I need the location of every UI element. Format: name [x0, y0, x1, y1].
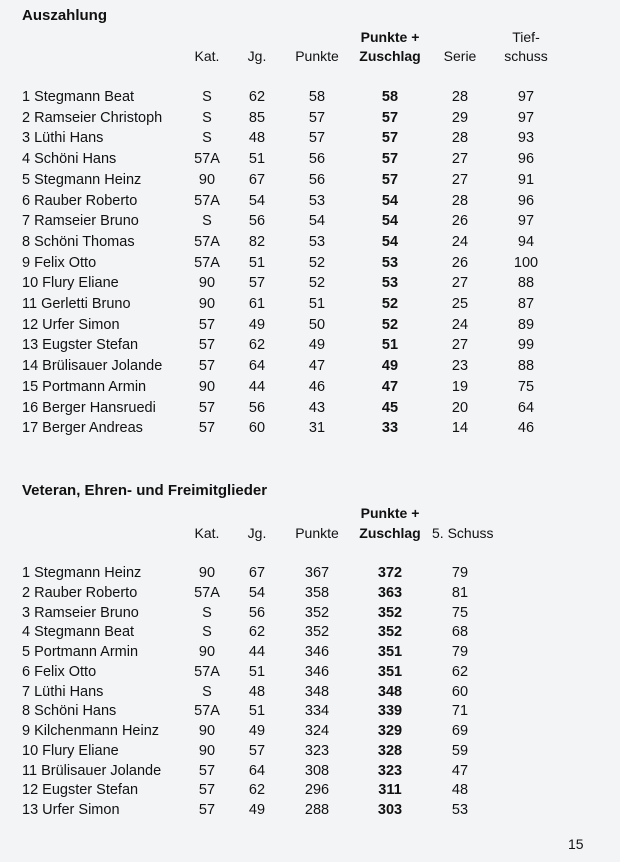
header-punkte-vet: Punkte	[295, 525, 339, 541]
cell-zuschlag: 311	[378, 782, 402, 799]
cell-tiefschuss: 89	[517, 316, 535, 333]
header-fuenfter-schuss: 5. Schuss	[432, 525, 494, 541]
table-row	[0, 356, 620, 376]
cell-jg: 51	[248, 151, 266, 168]
cell-jg: 51	[248, 663, 266, 680]
table-row	[0, 622, 620, 642]
cell-jg: 56	[248, 213, 266, 230]
cell-serie: 27	[451, 337, 469, 354]
header-punkte: Punkte	[295, 48, 339, 64]
cell-kat: 57	[198, 358, 216, 375]
table-row	[0, 662, 620, 682]
cell-zuschlag: 348	[377, 683, 403, 700]
cell-kat: 90	[198, 742, 216, 759]
cell-kat: 57	[198, 802, 216, 818]
cell-name: 9 Kilchenmann Heinz	[22, 723, 160, 739]
cell-punkte: 352	[304, 624, 330, 641]
cell-name: 16 Berger Hansruedi	[22, 399, 156, 416]
cell-kat: 90	[198, 723, 216, 739]
table-row	[0, 170, 620, 190]
cell-name: 17 Berger Andreas	[22, 420, 143, 437]
cell-tiefschuss: 99	[517, 337, 535, 354]
cell-name: 8 Schöni Hans	[22, 703, 117, 720]
cell-zuschlag: 352	[377, 624, 403, 641]
cell-punkte: 346	[304, 644, 330, 660]
cell-kat: 90	[198, 296, 216, 312]
cell-name: 14 Brülisauer Jolande	[22, 358, 163, 375]
cell-jg: 62	[248, 89, 266, 105]
cell-name: 15 Portmann Armin	[22, 378, 147, 395]
cell-fuenfter-schuss: 60	[451, 683, 469, 700]
cell-kat: S	[202, 683, 212, 700]
cell-serie: 26	[451, 213, 469, 230]
cell-punkte: 288	[304, 802, 330, 818]
cell-punkte: 46	[308, 378, 326, 395]
cell-tiefschuss: 46	[517, 420, 535, 437]
cell-zuschlag: 303	[377, 802, 403, 818]
cell-zuschlag: 54	[381, 192, 399, 209]
cell-punkte: 324	[304, 723, 330, 739]
cell-punkte: 352	[304, 604, 330, 621]
cell-jg: 64	[248, 358, 266, 375]
cell-zuschlag: 49	[381, 358, 399, 375]
cell-kat: 57	[198, 762, 216, 779]
header-kat: Kat.	[194, 48, 220, 64]
cell-jg: 60	[248, 420, 266, 437]
header-tief-line1: Tief-	[512, 29, 540, 45]
section-title-auszahlung: Auszahlung	[22, 7, 107, 24]
cell-kat: S	[202, 130, 212, 147]
cell-name: 1 Stegmann Beat	[22, 89, 135, 105]
table-row	[0, 642, 620, 662]
cell-zuschlag: 53	[381, 254, 399, 271]
cell-jg: 62	[248, 337, 266, 354]
cell-punkte: 358	[304, 584, 330, 601]
cell-serie: 28	[451, 192, 469, 209]
cell-jg: 48	[248, 683, 266, 700]
cell-zuschlag: 57	[381, 130, 399, 147]
cell-punkte: 52	[308, 275, 326, 292]
cell-jg: 64	[248, 762, 266, 779]
header-jg-vet: Jg.	[247, 525, 267, 541]
cell-kat: S	[202, 109, 212, 126]
table-row	[0, 761, 620, 781]
cell-zuschlag: 58	[381, 89, 399, 105]
cell-kat: S	[202, 624, 212, 641]
table-row	[0, 418, 620, 438]
cell-name: 7 Ramseier Bruno	[22, 213, 139, 230]
cell-kat: 57	[198, 782, 216, 799]
cell-tiefschuss: 88	[517, 275, 535, 292]
cell-kat: 57A	[194, 254, 220, 271]
cell-fuenfter-schuss: 79	[451, 565, 469, 581]
cell-punkte: 31	[308, 420, 326, 437]
cell-fuenfter-schuss: 68	[451, 624, 469, 641]
cell-serie: 28	[451, 130, 469, 147]
cell-punkte: 57	[308, 109, 326, 126]
cell-tiefschuss: 96	[517, 192, 535, 209]
cell-kat: S	[202, 604, 212, 621]
cell-punkte: 308	[304, 762, 330, 779]
header-zuschlag-line1-vet: Punkte +	[360, 505, 420, 521]
header-zuschlag-line1: Punkte +	[360, 29, 420, 45]
cell-serie: 27	[451, 275, 469, 292]
cell-fuenfter-schuss: 75	[451, 604, 469, 621]
header-zuschlag-line2: Zuschlag	[359, 48, 421, 64]
table-row	[0, 253, 620, 273]
cell-kat: 57A	[194, 233, 220, 250]
cell-kat: 57A	[194, 663, 220, 680]
cell-punkte: 53	[308, 192, 326, 209]
cell-zuschlag: 351	[377, 663, 403, 680]
cell-name: 6 Felix Otto	[22, 663, 97, 680]
cell-jg: 44	[248, 644, 266, 660]
cell-kat: 57A	[194, 151, 220, 168]
cell-punkte: 51	[308, 296, 326, 312]
cell-jg: 67	[248, 171, 266, 188]
cell-fuenfter-schuss: 69	[451, 723, 469, 739]
cell-name: 10 Flury Eliane	[22, 742, 119, 759]
cell-jg: 82	[248, 233, 266, 250]
cell-kat: 57	[198, 420, 216, 437]
cell-punkte: 348	[304, 683, 330, 700]
header-tief-line2: schuss	[504, 48, 548, 64]
cell-zuschlag: 51	[381, 337, 399, 354]
cell-zuschlag: 352	[377, 604, 403, 621]
cell-serie: 26	[451, 254, 469, 271]
cell-jg: 48	[248, 130, 266, 147]
table-row	[0, 315, 620, 335]
cell-zuschlag: 52	[381, 296, 399, 312]
page-number: 15	[568, 836, 584, 852]
cell-jg: 51	[248, 703, 266, 720]
cell-tiefschuss: 97	[517, 109, 535, 126]
cell-tiefschuss: 93	[517, 130, 535, 147]
cell-kat: 57A	[194, 584, 220, 601]
cell-name: 5 Stegmann Heinz	[22, 171, 142, 188]
table-row	[0, 149, 620, 169]
cell-jg: 62	[248, 624, 266, 641]
table-row	[0, 211, 620, 231]
cell-punkte: 334	[304, 703, 330, 720]
cell-tiefschuss: 97	[517, 89, 535, 105]
cell-tiefschuss: 94	[517, 233, 535, 250]
table-row	[0, 232, 620, 252]
cell-punkte: 47	[308, 358, 326, 375]
table-row	[0, 191, 620, 211]
cell-punkte: 323	[304, 742, 330, 759]
cell-serie: 24	[451, 233, 469, 250]
cell-tiefschuss: 100	[513, 254, 539, 271]
section-title-veteranen: Veteran, Ehren- und Freimitglieder	[22, 482, 268, 499]
table-row	[0, 294, 620, 314]
cell-zuschlag: 47	[381, 378, 399, 395]
cell-fuenfter-schuss: 62	[451, 663, 469, 680]
cell-jg: 49	[248, 802, 266, 818]
cell-name: 13 Urfer Simon	[22, 802, 120, 818]
table-row	[0, 273, 620, 293]
cell-serie: 27	[451, 151, 469, 168]
table-row	[0, 87, 620, 107]
cell-zuschlag: 45	[381, 399, 399, 416]
cell-kat: S	[202, 89, 212, 105]
table-row	[0, 108, 620, 128]
cell-tiefschuss: 97	[517, 213, 535, 230]
cell-punkte: 367	[304, 565, 330, 581]
cell-name: 4 Schöni Hans	[22, 151, 117, 168]
cell-zuschlag: 33	[381, 420, 399, 437]
cell-tiefschuss: 96	[517, 151, 535, 168]
cell-serie: 14	[451, 420, 469, 437]
cell-jg: 49	[248, 316, 266, 333]
cell-zuschlag: 57	[381, 109, 399, 126]
table-row	[0, 800, 620, 820]
table-row	[0, 377, 620, 397]
table-row	[0, 128, 620, 148]
cell-jg: 51	[248, 254, 266, 271]
cell-jg: 85	[248, 109, 266, 126]
cell-punkte: 49	[308, 337, 326, 354]
cell-kat: 90	[198, 565, 216, 581]
cell-punkte: 43	[308, 399, 326, 416]
cell-punkte: 56	[308, 171, 326, 188]
cell-punkte: 296	[304, 782, 330, 799]
cell-tiefschuss: 75	[517, 378, 535, 395]
cell-serie: 19	[451, 378, 469, 395]
cell-tiefschuss: 87	[517, 296, 535, 312]
cell-zuschlag: 52	[381, 316, 399, 333]
cell-tiefschuss: 91	[517, 171, 535, 188]
cell-punkte: 52	[308, 254, 326, 271]
cell-jg: 56	[248, 399, 266, 416]
cell-zuschlag: 57	[381, 171, 399, 188]
cell-jg: 49	[248, 723, 266, 739]
table-row	[0, 603, 620, 623]
cell-jg: 54	[248, 584, 266, 601]
cell-zuschlag: 329	[377, 723, 403, 739]
table-row	[0, 741, 620, 761]
cell-jg: 44	[248, 378, 266, 395]
table-row	[0, 583, 620, 603]
cell-serie: 24	[451, 316, 469, 333]
cell-zuschlag: 363	[377, 584, 403, 601]
cell-fuenfter-schuss: 81	[451, 584, 469, 601]
cell-punkte: 56	[308, 151, 326, 168]
cell-fuenfter-schuss: 53	[451, 802, 469, 818]
cell-name: 11 Brülisauer Jolande	[22, 762, 162, 779]
cell-fuenfter-schuss: 47	[451, 762, 469, 779]
cell-kat: 57A	[194, 703, 220, 720]
cell-zuschlag: 53	[381, 275, 399, 292]
cell-serie: 28	[451, 89, 469, 105]
table-row	[0, 780, 620, 800]
cell-kat: 90	[198, 378, 216, 395]
cell-jg: 54	[248, 192, 266, 209]
cell-kat: 90	[198, 275, 216, 292]
cell-zuschlag: 57	[381, 151, 399, 168]
cell-serie: 25	[451, 296, 469, 312]
cell-name: 12 Urfer Simon	[22, 316, 120, 333]
cell-tiefschuss: 88	[517, 358, 535, 375]
cell-kat: 57A	[194, 192, 220, 209]
table-row	[0, 701, 620, 721]
table-row	[0, 721, 620, 741]
cell-jg: 56	[248, 604, 266, 621]
cell-zuschlag: 372	[377, 565, 403, 581]
cell-name: 9 Felix Otto	[22, 254, 97, 271]
cell-fuenfter-schuss: 71	[451, 703, 469, 720]
cell-name: 3 Ramseier Bruno	[22, 604, 139, 621]
cell-tiefschuss: 64	[517, 399, 535, 416]
cell-jg: 61	[248, 296, 266, 312]
cell-zuschlag: 339	[377, 703, 403, 720]
cell-kat: 57	[198, 337, 216, 354]
cell-name: 13 Eugster Stefan	[22, 337, 139, 354]
cell-zuschlag: 328	[377, 742, 403, 759]
table-row	[0, 398, 620, 418]
cell-jg: 57	[248, 742, 266, 759]
cell-punkte: 346	[304, 663, 330, 680]
cell-name: 3 Lüthi Hans	[22, 130, 104, 147]
cell-zuschlag: 54	[381, 233, 399, 250]
cell-zuschlag: 323	[377, 762, 403, 779]
header-zuschlag-line2-vet: Zuschlag	[359, 525, 421, 541]
cell-serie: 23	[451, 358, 469, 375]
cell-kat: S	[202, 213, 212, 230]
cell-fuenfter-schuss: 59	[451, 742, 469, 759]
cell-name: 2 Ramseier Christoph	[22, 109, 163, 126]
cell-punkte: 57	[308, 130, 326, 147]
header-kat-vet: Kat.	[194, 525, 220, 541]
cell-fuenfter-schuss: 48	[451, 782, 469, 799]
header-jg: Jg.	[247, 48, 267, 64]
cell-jg: 57	[248, 275, 266, 292]
cell-name: 8 Schöni Thomas	[22, 233, 135, 250]
cell-name: 1 Stegmann Heinz	[22, 565, 142, 581]
table-row	[0, 563, 620, 583]
cell-jg: 67	[248, 565, 266, 581]
cell-kat: 90	[198, 644, 216, 660]
cell-zuschlag: 351	[377, 644, 403, 660]
cell-punkte: 50	[308, 316, 326, 333]
cell-punkte: 58	[308, 89, 326, 105]
cell-kat: 90	[198, 171, 216, 188]
cell-punkte: 54	[308, 213, 326, 230]
cell-kat: 57	[198, 399, 216, 416]
cell-name: 7 Lüthi Hans	[22, 683, 104, 700]
table-row	[0, 682, 620, 702]
cell-name: 6 Rauber Roberto	[22, 192, 138, 209]
cell-punkte: 53	[308, 233, 326, 250]
cell-serie: 27	[451, 171, 469, 188]
cell-name: 5 Portmann Armin	[22, 644, 139, 660]
cell-name: 2 Rauber Roberto	[22, 584, 138, 601]
cell-serie: 29	[451, 109, 469, 126]
cell-kat: 57	[198, 316, 216, 333]
cell-name: 10 Flury Eliane	[22, 275, 119, 292]
cell-serie: 20	[451, 399, 469, 416]
cell-name: 11 Gerletti Bruno	[22, 296, 131, 312]
header-serie: Serie	[443, 48, 477, 64]
cell-name: 12 Eugster Stefan	[22, 782, 139, 799]
cell-fuenfter-schuss: 79	[451, 644, 469, 660]
cell-jg: 62	[248, 782, 266, 799]
table-row	[0, 335, 620, 355]
cell-zuschlag: 54	[381, 213, 399, 230]
cell-name: 4 Stegmann Beat	[22, 624, 135, 641]
